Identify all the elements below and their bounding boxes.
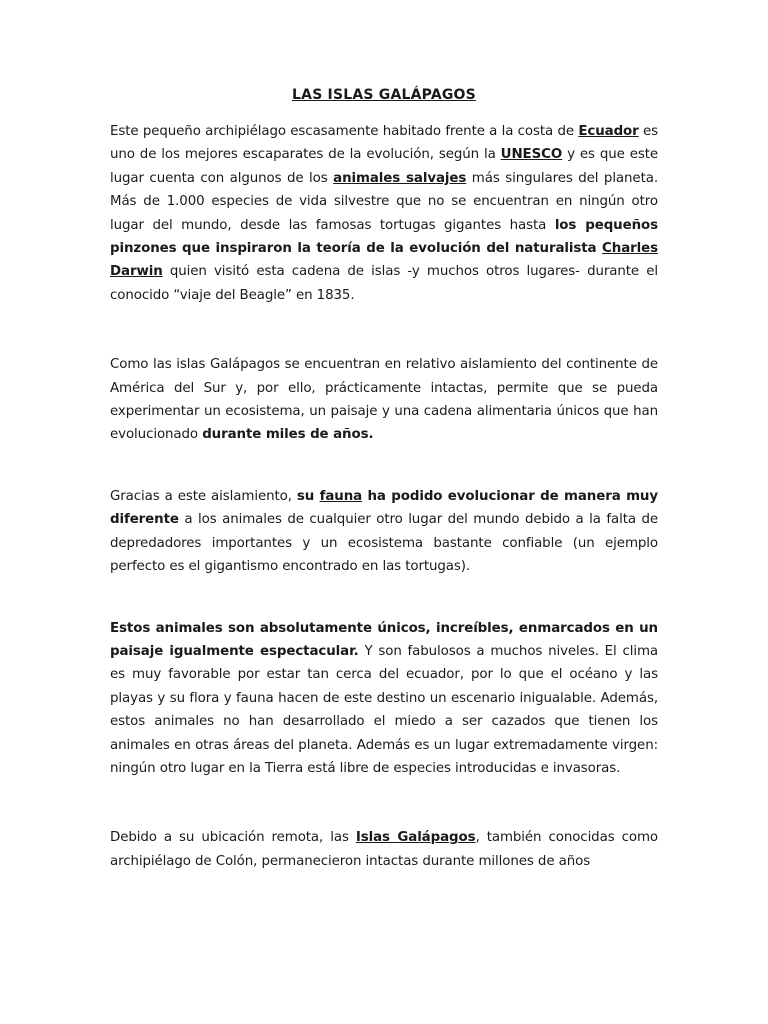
paragraph-4 — [110, 617, 658, 781]
text: Y son fabulosos a muchos niveles. El clima es muy favorable por estar tan cerca del ecuador, por lo que el océano y las playas y su flora y fauna hacen de este destino un escenario inigualable. Además, estos animales no han desarrollado el miedo a ser cazados que tienen los animales en otras áreas del planeta. Además es un lugar extremadamente virgen: ningún otro lugar en la Tierra está libre de especies introducidas e invasoras. — [110, 643, 659, 776]
paragraph-5 — [110, 826, 658, 873]
text: y es que este lugar cuenta con algunos de los — [110, 147, 658, 186]
text: , también conocidas como archipiélago de Colón, permanecieron intactas durante millones de años — [110, 830, 658, 869]
text: Como las islas Galápagos se encuentran en relativo aislamiento del continente de América del Sur y, por ello, prácticamente intactas, permite que se pueda experimentar un ecosistema, un paisaje y una cadena alimentaria únicos que han evolucionado — [110, 357, 658, 443]
text: Debido a su ubicación remota, las — [110, 830, 356, 846]
paragraph-3 — [110, 485, 658, 579]
text: a los animales de cualquier otro lugar del mundo debido a la falta de depredadores importantes y un ecosistema bastante confiable (un ejemplo perfecto es el gigantismo encontrado en las tortugas). — [110, 512, 658, 575]
text: más singulares del planeta. Más de 1.000 especies de vida silvestre que no se encuentran en ningún otro lugar del mundo, desde las famosas tortugas gigantes hasta — [110, 170, 658, 233]
link-unesco[interactable]: UNESCO — [500, 147, 563, 163]
link-animales-salvajes[interactable]: animales salvajes — [333, 170, 467, 186]
paragraph-1 — [110, 120, 658, 307]
bold-text: los pequeños pinzones que inspiraron la teoría de la evolución del naturalista — [110, 217, 658, 257]
bold-text: Estos animales son absolutamente únicos, increíbles, enmarcados en un paisaje igualmente espectacular. — [110, 620, 658, 659]
text: Gracias a este aislamiento, — [110, 488, 297, 504]
bold-text: durante miles de años. — [202, 427, 374, 443]
link-ecuador[interactable]: Ecuador — [578, 124, 639, 139]
link-charles-darwin[interactable]: Charles Darwin — [110, 241, 658, 280]
text: quien visitó esta cadena de islas -y muchos otros lugares- durante el conocido “viaje del Beagle” en 1835. — [110, 264, 658, 303]
bold-text: su — [296, 488, 320, 504]
document-page — [110, 84, 658, 873]
link-fauna[interactable]: fauna — [319, 488, 363, 504]
bold-text: ha podido evolucionar de manera muy diferente — [110, 488, 658, 528]
paragraph-2 — [110, 353, 658, 447]
document-title: LAS ISLAS GALÁPAGOS — [292, 87, 476, 103]
text: es uno de los mejores escaparates de la evolución, según la — [110, 124, 658, 163]
text: Este pequeño archipiélago escasamente habitado frente a la costa de — [110, 124, 579, 139]
link-islas-galapagos[interactable]: Islas Galápagos — [355, 830, 476, 846]
